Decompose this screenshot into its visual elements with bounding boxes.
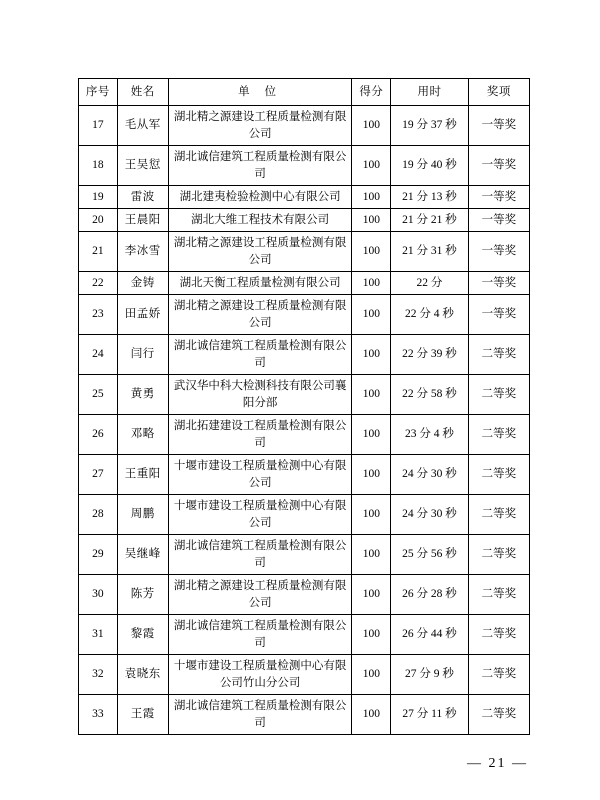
cell-award: 一等奖	[468, 295, 529, 335]
cell-score: 100	[352, 695, 391, 735]
cell-score: 100	[352, 335, 391, 375]
cell-award: 二等奖	[468, 615, 529, 655]
column-header-score: 得分	[352, 79, 391, 106]
cell-score: 100	[352, 209, 391, 232]
cell-score: 100	[352, 455, 391, 495]
cell-score: 100	[352, 295, 391, 335]
cell-time: 23 分 4 秒	[391, 415, 469, 455]
cell-unit: 十堰市建设工程质量检测中心有限公司	[168, 495, 352, 535]
table-row	[79, 335, 530, 375]
cell-time: 27 分 11 秒	[391, 695, 469, 735]
table-row	[79, 535, 530, 575]
cell-name: 陈芳	[117, 575, 168, 615]
cell-unit: 湖北拓建建设工程质量检测有限公司	[168, 415, 352, 455]
table-row	[79, 575, 530, 615]
table-row	[79, 232, 530, 272]
cell-award: 二等奖	[468, 335, 529, 375]
table-row	[79, 272, 530, 295]
cell-score: 100	[352, 495, 391, 535]
cell-name: 黄勇	[117, 375, 168, 415]
column-header-award: 奖项	[468, 79, 529, 106]
cell-award: 二等奖	[468, 535, 529, 575]
table-row	[79, 615, 530, 655]
cell-time: 21 分 31 秒	[391, 232, 469, 272]
cell-score: 100	[352, 106, 391, 146]
cell-time: 27 分 9 秒	[391, 655, 469, 695]
cell-award: 一等奖	[468, 186, 529, 209]
cell-no: 29	[79, 535, 118, 575]
cell-name: 李冰雪	[117, 232, 168, 272]
table-row	[79, 209, 530, 232]
cell-time: 21 分 21 秒	[391, 209, 469, 232]
table-header-row	[79, 79, 530, 106]
table-row	[79, 186, 530, 209]
cell-name: 袁晓东	[117, 655, 168, 695]
cell-score: 100	[352, 375, 391, 415]
cell-unit: 湖北诚信建筑工程质量检测有限公司	[168, 615, 352, 655]
cell-award: 二等奖	[468, 455, 529, 495]
cell-no: 33	[79, 695, 118, 735]
cell-score: 100	[352, 535, 391, 575]
cell-award: 二等奖	[468, 655, 529, 695]
cell-award: 二等奖	[468, 415, 529, 455]
cell-no: 28	[79, 495, 118, 535]
cell-name: 雷波	[117, 186, 168, 209]
cell-time: 25 分 56 秒	[391, 535, 469, 575]
cell-unit: 湖北精之源建设工程质量检测有限公司	[168, 575, 352, 615]
cell-unit: 湖北诚信建筑工程质量检测有限公司	[168, 335, 352, 375]
cell-unit: 十堰市建设工程质量检测中心有限公司	[168, 455, 352, 495]
cell-time: 26 分 44 秒	[391, 615, 469, 655]
cell-time: 22 分 58 秒	[391, 375, 469, 415]
cell-no: 20	[79, 209, 118, 232]
cell-unit: 湖北诚信建筑工程质量检测有限公司	[168, 695, 352, 735]
cell-award: 一等奖	[468, 232, 529, 272]
cell-award: 二等奖	[468, 575, 529, 615]
cell-no: 27	[79, 455, 118, 495]
cell-score: 100	[352, 575, 391, 615]
cell-name: 王重阳	[117, 455, 168, 495]
column-header-unit: 单 位	[168, 79, 352, 106]
cell-time: 26 分 28 秒	[391, 575, 469, 615]
column-header-name: 姓名	[117, 79, 168, 106]
table-row	[79, 695, 530, 735]
column-header-no: 序号	[79, 79, 118, 106]
cell-score: 100	[352, 415, 391, 455]
cell-name: 毛从军	[117, 106, 168, 146]
cell-name: 金铸	[117, 272, 168, 295]
cell-name: 邓略	[117, 415, 168, 455]
cell-no: 31	[79, 615, 118, 655]
cell-unit: 湖北精之源建设工程质量检测有限公司	[168, 295, 352, 335]
cell-time: 19 分 37 秒	[391, 106, 469, 146]
cell-name: 田孟娇	[117, 295, 168, 335]
cell-score: 100	[352, 615, 391, 655]
cell-time: 19 分 40 秒	[391, 146, 469, 186]
cell-score: 100	[352, 232, 391, 272]
table-row	[79, 655, 530, 695]
cell-unit: 湖北精之源建设工程质量检测有限公司	[168, 232, 352, 272]
cell-name: 周鹏	[117, 495, 168, 535]
cell-time: 24 分 30 秒	[391, 455, 469, 495]
cell-unit: 湖北诚信建筑工程质量检测有限公司	[168, 535, 352, 575]
cell-unit: 武汉华中科大检测科技有限公司襄阳分部	[168, 375, 352, 415]
cell-score: 100	[352, 186, 391, 209]
table-row	[79, 146, 530, 186]
cell-time: 21 分 13 秒	[391, 186, 469, 209]
cell-name: 吴继峰	[117, 535, 168, 575]
cell-name: 黎霞	[117, 615, 168, 655]
cell-no: 23	[79, 295, 118, 335]
table-row	[79, 375, 530, 415]
cell-name: 王霞	[117, 695, 168, 735]
cell-no: 17	[79, 106, 118, 146]
cell-score: 100	[352, 146, 391, 186]
cell-award: 二等奖	[468, 695, 529, 735]
cell-no: 30	[79, 575, 118, 615]
cell-award: 二等奖	[468, 495, 529, 535]
cell-score: 100	[352, 655, 391, 695]
cell-time: 22 分 4 秒	[391, 295, 469, 335]
table-header	[79, 79, 530, 106]
cell-time: 22 分	[391, 272, 469, 295]
cell-unit: 湖北大维工程技术有限公司	[168, 209, 352, 232]
column-header-time: 用时	[391, 79, 469, 106]
cell-no: 18	[79, 146, 118, 186]
cell-name: 王吴愆	[117, 146, 168, 186]
table-row	[79, 106, 530, 146]
table-row	[79, 495, 530, 535]
cell-no: 24	[79, 335, 118, 375]
cell-no: 26	[79, 415, 118, 455]
cell-no: 25	[79, 375, 118, 415]
table-row	[79, 415, 530, 455]
cell-unit: 十堰市建设工程质量检测中心有限公司竹山分公司	[168, 655, 352, 695]
cell-time: 22 分 39 秒	[391, 335, 469, 375]
award-results-table	[78, 78, 530, 735]
cell-name: 闫行	[117, 335, 168, 375]
table-row	[79, 295, 530, 335]
cell-no: 22	[79, 272, 118, 295]
cell-award: 一等奖	[468, 272, 529, 295]
cell-score: 100	[352, 272, 391, 295]
cell-award: 一等奖	[468, 209, 529, 232]
cell-award: 二等奖	[468, 375, 529, 415]
cell-award: 一等奖	[468, 146, 529, 186]
page-footer: — 21 —	[467, 756, 528, 771]
cell-no: 19	[79, 186, 118, 209]
table-row	[79, 455, 530, 495]
cell-unit: 湖北精之源建设工程质量检测有限公司	[168, 106, 352, 146]
cell-award: 一等奖	[468, 106, 529, 146]
cell-name: 王晨阳	[117, 209, 168, 232]
table-body	[79, 106, 530, 735]
cell-unit: 湖北诚信建筑工程质量检测有限公司	[168, 146, 352, 186]
cell-unit: 湖北建夷检验检测中心有限公司	[168, 186, 352, 209]
cell-no: 21	[79, 232, 118, 272]
cell-no: 32	[79, 655, 118, 695]
cell-unit: 湖北天衡工程质量检测有限公司	[168, 272, 352, 295]
cell-time: 24 分 30 秒	[391, 495, 469, 535]
